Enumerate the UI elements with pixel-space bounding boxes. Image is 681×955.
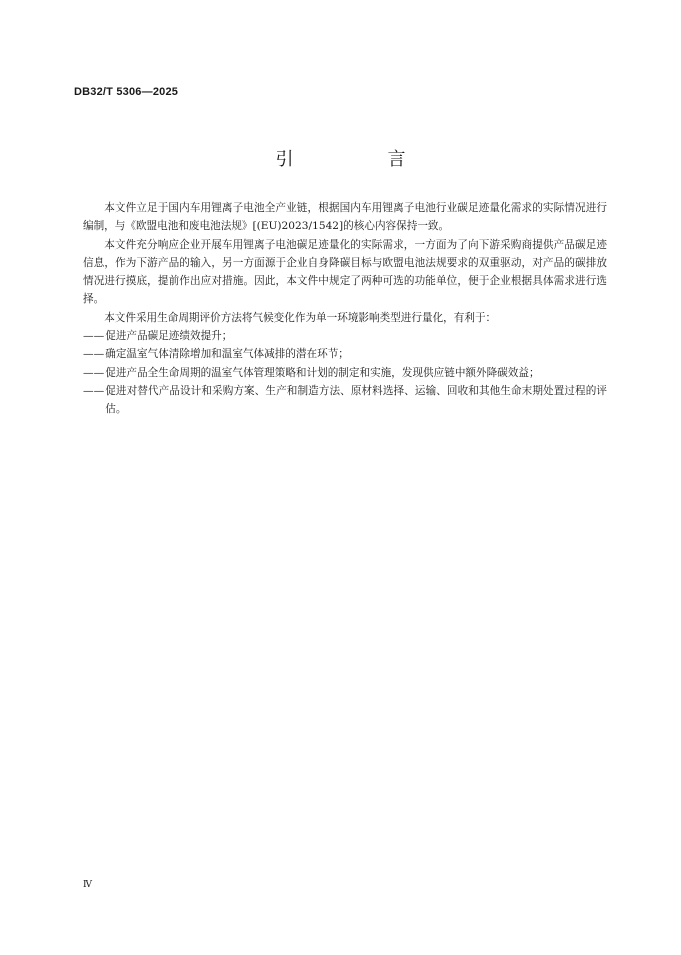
list-item [83, 364, 607, 382]
list-item-text: 促进产品全生命周期的温室气体管理策略和计划的制定和实施，发现供应链中额外降碳效益； [105, 366, 540, 379]
document-code-header: DB32/T 5306—2025 [74, 86, 179, 98]
list-item [83, 327, 607, 345]
list-dash: —— [83, 384, 105, 397]
paragraph-1: 本文件立足于国内车用锂离子电池全产业链，根据国内车用锂离子电池行业碳足迹量化需求的实际情况进行编制，与《欧盟电池和废电池法规》[(EU)2023/1542]的核心内容保持一致。 [83, 202, 607, 233]
body-text [83, 199, 607, 419]
list-item-text: 确定温室气体清除增加和温室气体减排的潜在环节； [105, 348, 349, 361]
list-dash: —— [83, 330, 105, 343]
list-item-text: 促进产品碳足迹绩效提升； [105, 330, 233, 343]
list-item [83, 345, 607, 363]
list-item-text: 促进对替代产品设计和采购方案、生产和制造方法、原材料选择、运输、回收和其他生命末期处置过程的评估。 [105, 384, 607, 416]
page-title: 引 言 [275, 149, 444, 170]
list-item [83, 382, 607, 419]
paragraph-3: 本文件采用生命周期评价方法将气候变化作为单一环境影响类型进行量化，有利于： [104, 311, 497, 324]
list-dash: —— [83, 348, 105, 361]
paragraph-2: 本文件充分响应企业开展车用锂离子电池碳足迹量化的实际需求，一方面为了向下游采购商提供产品碳足迹信息，作为下游产品的输入，另一方面源于企业自身降碳目标与欧盟电池法规要求的双重驱动，对产品的碳排放情况进行摸底，提前作出应对措施。因此，本文件中规定了两种可选的功能单位，便于企业根据具体需求进行选择。 [83, 238, 607, 306]
page-number: Ⅳ [83, 880, 92, 890]
list-dash: —— [83, 366, 105, 379]
